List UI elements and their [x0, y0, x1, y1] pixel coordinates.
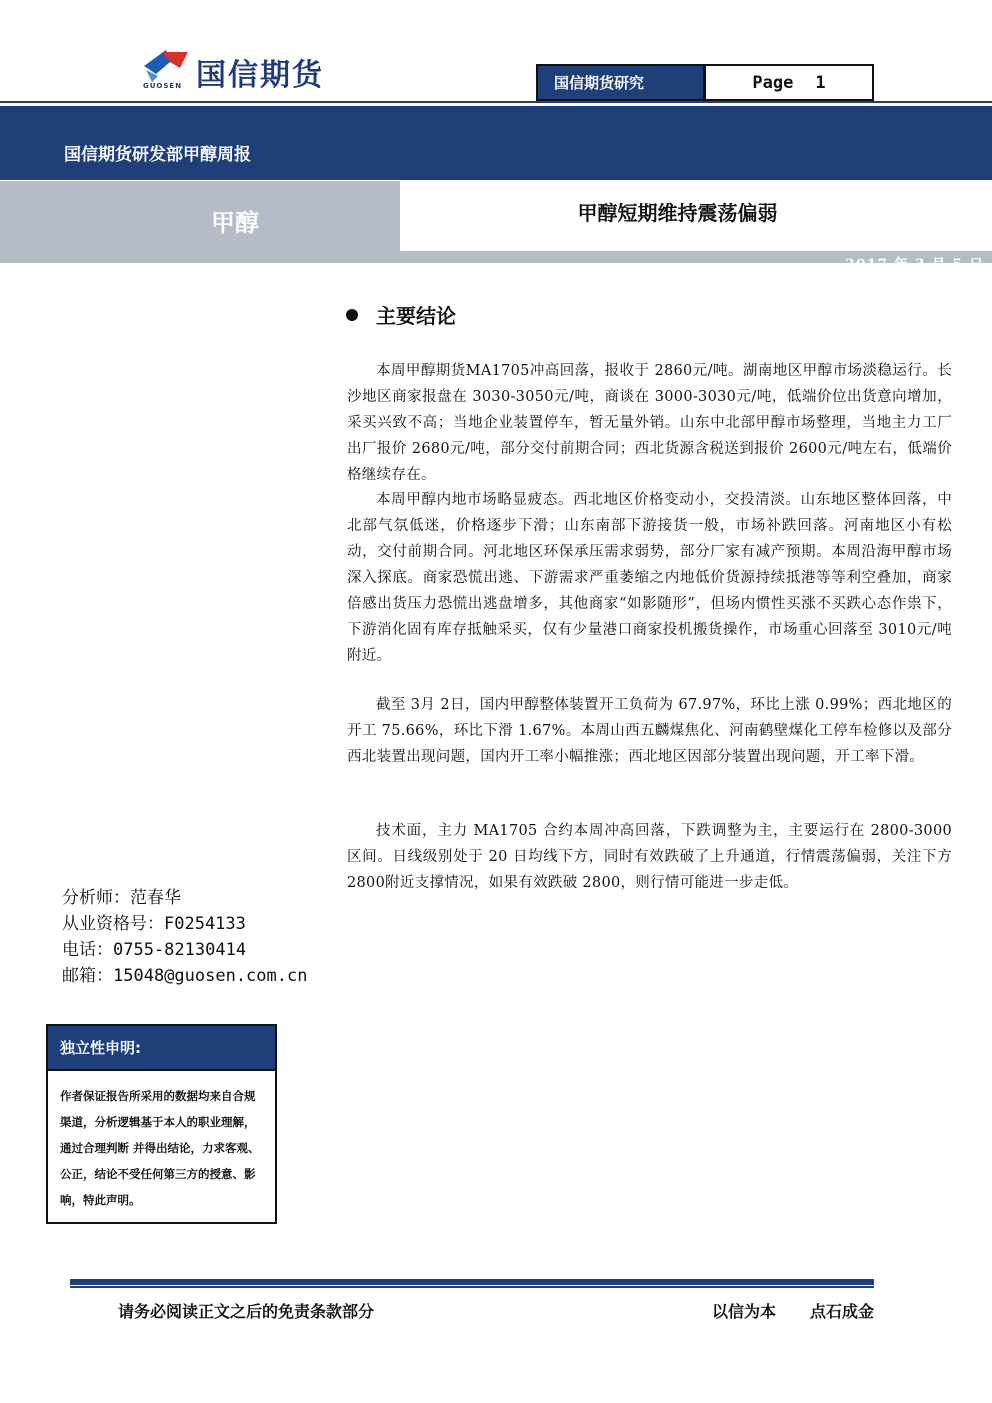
header-rule: [0, 101, 992, 103]
disclaimer-note: 请务必阅读正文之后的免责条款部分: [118, 1302, 375, 1321]
analyst-contact: [62, 885, 307, 989]
declaration-text: 作者保证报告所采用的数据均来自合规渠道，分析逻辑基于本人的职业理解，通过合理判断 并得出结论，力求客观、公正，结论不受任何第三方的授意、影响，特此声明。: [60, 1089, 260, 1207]
footer-rule: [70, 1279, 874, 1285]
paragraph-technical: 技术面，主力 MA1705 合约本周冲高回落，下跌调整为主，主要运行在 2800-3000 区间。日线级别处于 20 日均线下方，同时有效跌破了上升通道，行情震荡偏弱，关注下方 2800附近支撑情况，如果有效跌破 2800，则行情可能进一步走低。: [347, 823, 952, 891]
logo-subtext: GUOSEN: [143, 82, 183, 90]
logo-text: 国信期货: [196, 58, 324, 93]
footer-slogan: [712, 1299, 874, 1322]
headline: 甲醇短期维持震荡偏弱: [577, 201, 778, 225]
research-label: 国信期货研究: [538, 66, 706, 99]
report-date: 2017 年 3 月 5 日: [845, 257, 984, 273]
date-bar: [0, 251, 992, 263]
page-number: 1: [815, 72, 826, 93]
heading-text: 主要结论: [376, 304, 456, 328]
report-title: 国信期货研发部甲醇周报: [64, 145, 251, 165]
section-heading: [346, 300, 456, 329]
slogan-2: 点石成金: [809, 1302, 874, 1321]
paragraph-inland: 本周甲醇内地市场略显疲态。西北地区价格变动小，交投清淡。山东地区整体回落，中北部气氛低迷，价格逐步下滑；山东南部下游接货一般，市场补跌回落。河南地区小有松动，交付前期合同。河北地区环保承压需求弱势，部分厂家有减产预期。本周沿海甲醇市场深入探底。商家恐慌出逃、下游需求严重萎缩之内地低价货源持续抵港等等利空叠加，商家倍感出货压力恐慌出逃盘增多，其他商家“如影随形”，但场内惯性买涨不买跌心态作祟下，下游消化固有库存抵触采买，仅有少量港口商家投机搬货操作，市场重心回落至 3010元/吨附近。: [347, 492, 952, 664]
declaration-title: 独立性申明:: [48, 1026, 275, 1071]
independence-declaration: [46, 1024, 277, 1224]
paragraph-market: 本周甲醇期货MA1705冲高回落，报收于 2860元/吨。湖南地区甲醇市场淡稳运行。长沙地区商家报盘在 3030-3050元/吨，商谈在 3000-3030元/吨，低端价位出货意向增加，采买兴致不高；当地企业装置停车，暂无量外销。山东中北部甲醇市场整理，当地主力工厂出厂报价 2680元/吨，部分交付前期合同；西北货源含税送到报价 2600元/吨左右，低端价格继续存在。: [347, 363, 952, 483]
slogan-1: 以信为本: [711, 1302, 776, 1321]
analyst-email[interactable]: 邮箱：15048@guosen.com.cn: [62, 966, 308, 986]
bullet-icon: [346, 309, 358, 321]
footer-rule-thin: [70, 1286, 874, 1288]
analyst-phone: 电话：0755-82130414: [62, 940, 247, 960]
analyst-license: 从业资格号：F0254133: [62, 914, 246, 934]
page-label: Page: [752, 72, 794, 93]
analyst-name: 分析师：范春华: [62, 888, 181, 908]
page-indicator: [706, 66, 872, 99]
research-page-box: [536, 64, 874, 101]
section-label: 甲醇: [211, 209, 259, 237]
paragraph-operating-rate: 截至 3月 2日，国内甲醇整体装置开工负荷为 67.97%，环比上涨 0.99%；西北地区的开工 75.66%，环比下滑 1.67%。本周山西五麟煤焦化、河南鹤壁煤化工停车检修以及部分西北装置出现问题，国内开工率小幅推涨；西北地区因部分装置出现问题，开工率下滑。: [347, 697, 952, 765]
